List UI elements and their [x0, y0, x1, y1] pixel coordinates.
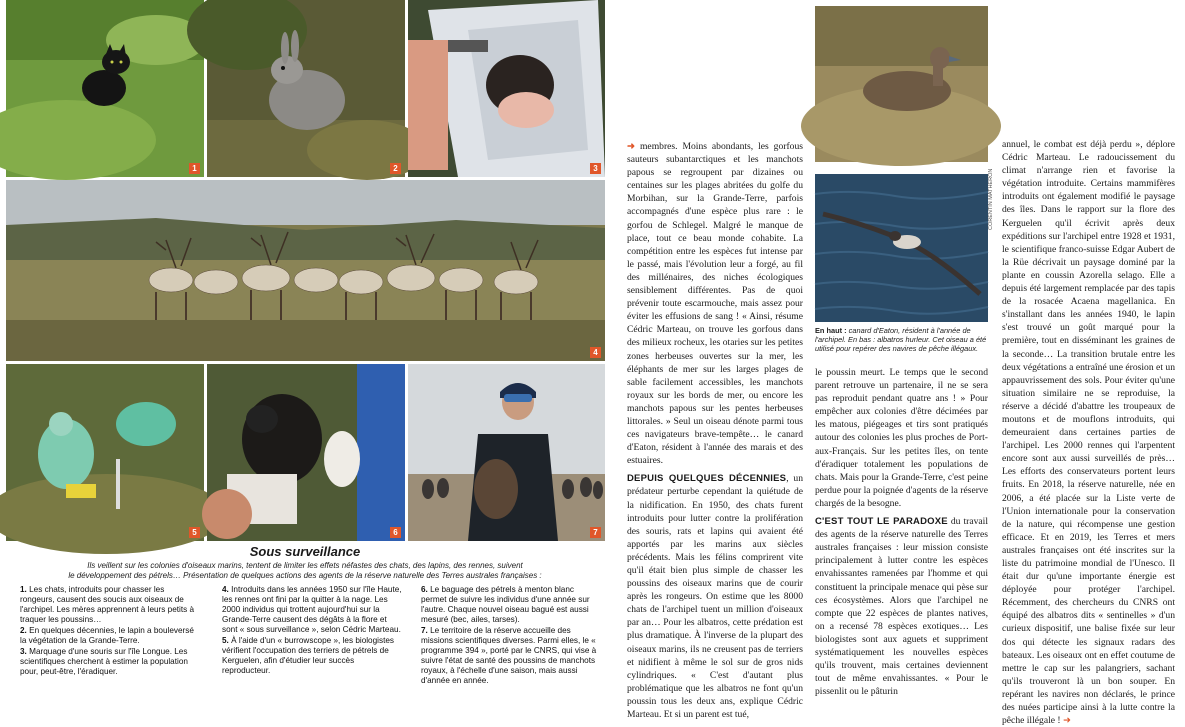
- photo-number: 1: [189, 163, 200, 174]
- legend-item: 3. Marquage d'une souris sur l'île Longue. Les scientifiques cherchent à estimer la population pour, peut-être, l'éradiquer.: [20, 647, 188, 676]
- photo-number: 3: [590, 163, 601, 174]
- photo-number: 5: [189, 527, 200, 538]
- legend-item: 6. Le baguage des pétrels à menton blanc permet de suivre les individus d'une année sur l'autre. Chaque nouvel oiseau bagué est aussi mesuré (bec, ailes, tarses).: [421, 585, 590, 624]
- end-arrow-icon: ➜: [1063, 715, 1072, 727]
- photo-penguins: [408, 364, 605, 541]
- legend-column-1: [20, 585, 200, 678]
- photo-number: 4: [590, 347, 601, 358]
- photo-caption: En haut : canard d'Eaton, résident à l'année de l'archipel. En bas : albatros hurleur. Cet oiseau a été utilisé pour repérer des navires de pêche illégaux.: [815, 326, 987, 353]
- photo-cat: [6, 0, 204, 177]
- photo-burrowscope: [6, 364, 204, 541]
- legend-item: 4. Introduits dans les années 1950 sur l'île Haute, les rennes ont fini par la quitter à la nage. Les 2000 individus qui trottent aujourd'hui sur la Grande-Terre causent des dégâts à la flore et sont « sous surveillance », selon Cédric Marteau.: [222, 585, 402, 634]
- caption-title: Sous surveillance: [249, 544, 361, 559]
- continue-arrow-icon: ➜: [627, 141, 636, 152]
- photo-rabbit: [207, 0, 405, 177]
- photo-credit: CORENTIN MATHERON: [988, 168, 994, 230]
- photo-chick: [408, 0, 605, 177]
- photo-number: 2: [390, 163, 401, 174]
- legend-item: 2. En quelques décennies, le lapin a bouleversé la végétation de la Grande-Terre.: [20, 626, 194, 645]
- legend-item: 5. À l'aide d'un « burrowscope », les biologistes vérifient l'occupation des terriers de pétrels de Kerguelen, afin d'étudier leur succès reproducteur.: [222, 636, 395, 675]
- photo-number: 6: [390, 527, 401, 538]
- article-column-1: ➜ membres. Moins abondants, les gorfous sauteurs subantarctiques et les manchots papous se regroupent par dizaines ou centaines sur les plages abritées du golfe du Morbihan, sur la Grande-Terre, parfois accompagnés d'une espèce plus rare : le gorfou de Schlegel. Malgré le manque de place, tout ce beau monde cohabite. La compétition entre les espèces fut intense par le passé, mais l'évolution leur a forgé, au fil des millénaires, des niches écologiques sensiblement différentes. Pas de quoi prévenir toute escarmouche, mais assez pour éviter les effusions de sang ! « Ainsi, résume Cédric Marteau, on trouve les gorfous dans des milieux rocheux, les otaries sur les petites zones herbeuses ouvertes sur la mer, les éléphants de mer sur les larges plages de sable facilement accessibles, les manchots royaux sur les bords de mer, ou encore les manchots papous sur les pentes herbeuses littorales. » Seul un oiseau dénote parmi tous ces navigateurs brave-tempête… le canard d'Eaton, résident à l'année des marais et des estuaires. DEPUIS QUELQUES DÉCENNIES, un prédateur perturbe cependant la quiétude de la nidification. En 1950, des chats furent introduits pour lutter contre la prolifération des souris, rats et lapins qui avaient été apportés par les marins aux siècles précédents. Mais les félins comprirent vite qu'il était bien plus simple de chasser les poussins des oiseaux marins que de courir après les rongeurs. On estime que les 8000 chats de l'archipel tuent un million d'oiseaux par an… Pour les albatros, cette prédation est plus dramatique. À l'inverse de la plupart des oiseaux marins, ils ne creusent pas de terriers et nidifient à même le sol sur de gros nids cylindriques. « C'est d'autant plus problématique que les albatros ne font qu'un poussin tous les deux ans, explique Cédric Marteau. Et si un parent est tué,: [627, 141, 803, 721]
- legend-item: 7. Le territoire de la réserve accueille des missions scientifiques diverses. Parmi elles, le « programme 394 », porté par le CNRS, qui vise à suivre l'état de santé des poussins de manchots royaux, à l'échelle d'une saison, mais aussi d'année en année.: [421, 626, 597, 685]
- photo-banding: [207, 364, 405, 541]
- legend-column-3: [421, 585, 601, 687]
- caption-intro: Ils veillent sur les colonies d'oiseaux marins, tentent de limiter les effets néfastes des chats, des lapins, des rennes, suivent le développement des pétrels… Présentation de quelques actions des agents de la réserve naturelle des Terres australes françaises :: [68, 561, 542, 580]
- photo-duck: [815, 6, 988, 162]
- legend-column-2: [222, 585, 404, 677]
- legend-item: 1. Les chats, introduits pour chasser les rongeurs, causent des soucis aux oiseaux de l'archipel. Les mères apprennent à leurs petits à traquer les poussins…: [20, 585, 195, 624]
- article-column-2: le poussin meurt. Le temps que le second parent retrouve un partenaire, il ne se sera pas reproduit pendant quatre ans ! » Pour empêcher aux colonies d'être décimées par les matous, piégeages et tirs sont pratiqués autour des colonies les plus proches de Port-aux-Français. Sur les petites îles, on tente d'éradiquer totalement les populations de chats. Mais pour la Grande-Terre, c'est peine perdue pour la poignée d'agents de la réserve chargés de la besogne. C'EST TOUT LE PARADOXE du travail des agents de la réserve naturelle des Terres australes françaises : leur mission consiste principalement à lutter contre les espèces envahissantes ramenées par l'homme et qui constituent la principale menace qui pèse sur ces écosystèmes. Alors que l'archipel ne compte que 22 espèces de plantes natives, on a recensé 78 espèces exotiques… Les biologistes sont aux aguets et suppriment systématiquement les nouvelles espèces qu'ils trouvent, mais certaines deviennent tout de même envahissantes. « Pour le pissenlit ou le pâturin: [815, 367, 988, 698]
- photo-number: 7: [590, 527, 601, 538]
- photo-reindeer: [6, 180, 605, 361]
- photo-albatross: [815, 174, 988, 322]
- article-column-3: annuel, le combat est déjà perdu », déplore Cédric Marteau. Le radoucissement du climat n'arrange rien et favorise la végétation introduite. Certains mammifères introduits ont également modifié le paysage des îles. Dans le rapport sur la flore des Kerguelen qu'il écrivit après deux expéditions sur l'archipel entre 1928 et 1931, le scientifique franco-suisse Edgar Aubert de la Rüe décrivait un paysage dominé par la plante en coussin Azorella selago. Elle a depuis été largement remplacée par des tapis de la rosacée Acaena magellanica. En s'installant dans les années 1940, le lapin s'est trouvé un goût marqué pour la première, tout en disséminant les graines de la seconde… La transition brutale entre les deux végétations a entraîné une érosion et un appauvrissement des sols. Pour éviter qu'une situation similaire ne se reproduise, la réserve a décidé d'abattre les troupeaux de moutons et de mouflons introduits, qui demeuraient dans certaines parties de l'archipel. Les 2000 rennes qui l'arpentent encore sont aux aussi surveillés de près… Les efforts des conservateurs portent leurs fruits. En 2018, la réserve naturelle, née en 2006, a été placée sur la Liste verte de l'Union internationale pour la conservation de la nature, qui récompense une gestion efficace. Et en 2019, les Terres et mers australes françaises ont été inscrites sur la liste du patrimoine mondial de l'Unesco. Il était dur qu'une importante énergie est déployée pour protéger l'archipel. Récemment, des chercheurs du CNRS ont équipé des albatros dits « sentinelles » d'un curieux dispositif, une balise fixée sur leur dos qui détecte les signaux radars des bateaux. Les oiseaux ont en effet coutume de mettre le cap sur les palangriers, sachant qu'ils trouveront là un bon souper. En repérant les navires non déclarés, le prince des nuées participe ainsi à la lutte contre la pêche illégale ! ➜: [1002, 139, 1175, 727]
